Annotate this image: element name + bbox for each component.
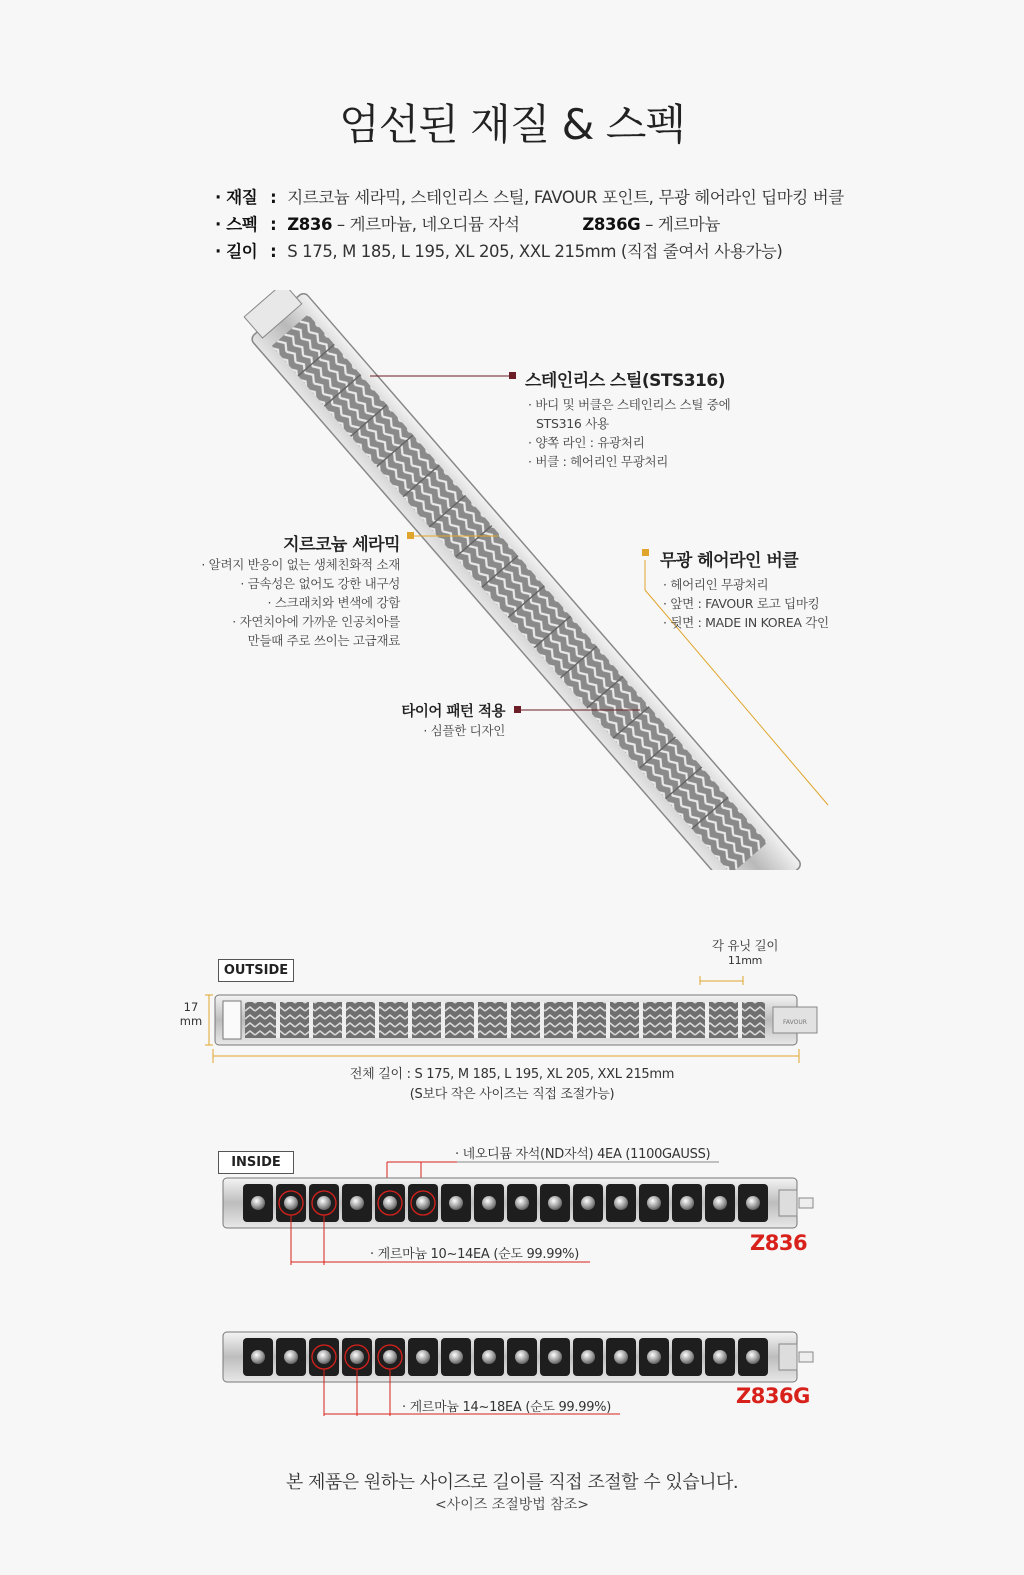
magnet-note: · 네오디뮴 자석(ND자석) 4EA (1100GAUSS) [455,1147,711,1162]
buckle-logo-text: FAVOUR [783,1019,807,1026]
callout-steel-line: · 바디 및 버클은 스테인리스 스틸 중에 [528,397,731,412]
spec-colon: : [270,188,277,207]
total-length-text: 전체 길이 : S 175, M 185, L 195, XL 205, XXL 215mm [349,1067,675,1082]
callout-steel-title: 스테인리스 스틸(STS316) [525,371,725,391]
callout-ceramic-line: · 스크래치와 변색에 강함 [267,595,400,610]
callout-ceramic-title: 지르코늄 세라믹 [283,535,400,555]
page-title: 엄선된 재질 & 스펙 [339,100,685,149]
footer-sub-text: <사이즈 조절방법 참조> [434,1497,590,1513]
callout-ceramic-line: · 금속성은 없어도 강한 내구성 [240,576,400,591]
callout-buckle-line: · 헤어리인 무광처리 [663,577,769,592]
callout-steel-line: STS316 사용 [536,416,609,431]
z836-germanium-note: · 게르마늄 10~14EA (순도 99.99%) [370,1247,580,1262]
width-unit: mm [179,1014,203,1028]
spec-length-value: S 175, M 185, L 195, XL 205, XXL 215mm (직접 줄여서 사용가능) [287,242,783,261]
callout-buckle-line: · 앞면 : FAVOUR 로고 딥마킹 [663,596,820,611]
total-length-note: (S보다 작은 사이즈는 직접 조절가능) [409,1087,615,1102]
callout-tire [330,700,505,740]
spec-model-z836g-value: – 게르마늄 [640,215,721,234]
bullet-ceramic [407,532,414,539]
inside-label: INSIDE [218,1151,294,1174]
bracelet-diagonal-illustration [0,290,1024,870]
spec-spec-label: · 스펙 [215,215,258,234]
unit-length-value: 11mm [727,954,763,967]
callout-ceramic-line: · 자연치아에 가까운 인공치아를 [232,614,400,629]
callout-buckle-title: 무광 헤어라인 버클 [660,551,799,571]
spec-model-z836g: Z836G [582,215,641,234]
spec-material-value: 지르코늄 세라믹, 스테인리스 스틸, FAVOUR 포인트, 무광 헤어라인 딥마킹 버클 [287,188,844,207]
callout-buckle-line: · 뒷면 : MADE IN KOREA 각인 [663,615,829,630]
callout-ceramic-line: · 알려지 반응이 없는 생체친화적 소재 [201,557,400,572]
callout-steel [525,366,730,471]
spec-colon: : [270,215,277,234]
z836g-germanium-note: · 게르마늄 14~18EA (순도 99.99%) [402,1400,612,1415]
callout-steel-line: · 버클 : 헤어리인 무광처리 [528,454,669,469]
bracelet-outside-illustration [195,965,835,1075]
callout-tire-line: · 심플한 디자인 [423,723,505,738]
width-value: 17 [183,1000,199,1014]
callout-ceramic [170,530,400,650]
callout-tire-title: 타이어 패턴 적용 [401,704,505,720]
callout-steel-line: · 양쪽 라인 : 유광처리 [528,435,645,450]
spec-model-z836: Z836 [287,215,333,234]
spec-length-row [215,238,782,262]
unit-length-label: 각 유닛 길이 [711,938,779,953]
spec-material-label: · 재질 [215,188,258,207]
spec-length-label: · 길이 [215,242,258,261]
spec-model-z836-value: – 게르마늄, 네오디뮴 자석 [332,215,520,234]
footer-main-text: 본 제품은 원하는 사이즈로 길이를 직접 조절할 수 있습니다. [285,1472,739,1493]
spec-spec-row [215,211,720,235]
outside-label: OUTSIDE [218,959,294,982]
bullet-tire [514,706,521,713]
callout-ceramic-line: 만들때 주로 쓰이는 고급재료 [247,633,400,648]
spec-colon: : [270,242,277,261]
bullet-steel [509,372,516,379]
model-z836g-label: Z836G [736,1384,810,1408]
callout-buckle [660,546,829,632]
bullet-buckle [642,549,649,556]
model-z836-label: Z836 [750,1231,808,1255]
unit-length-block [700,936,790,967]
spec-material-row [215,184,844,208]
